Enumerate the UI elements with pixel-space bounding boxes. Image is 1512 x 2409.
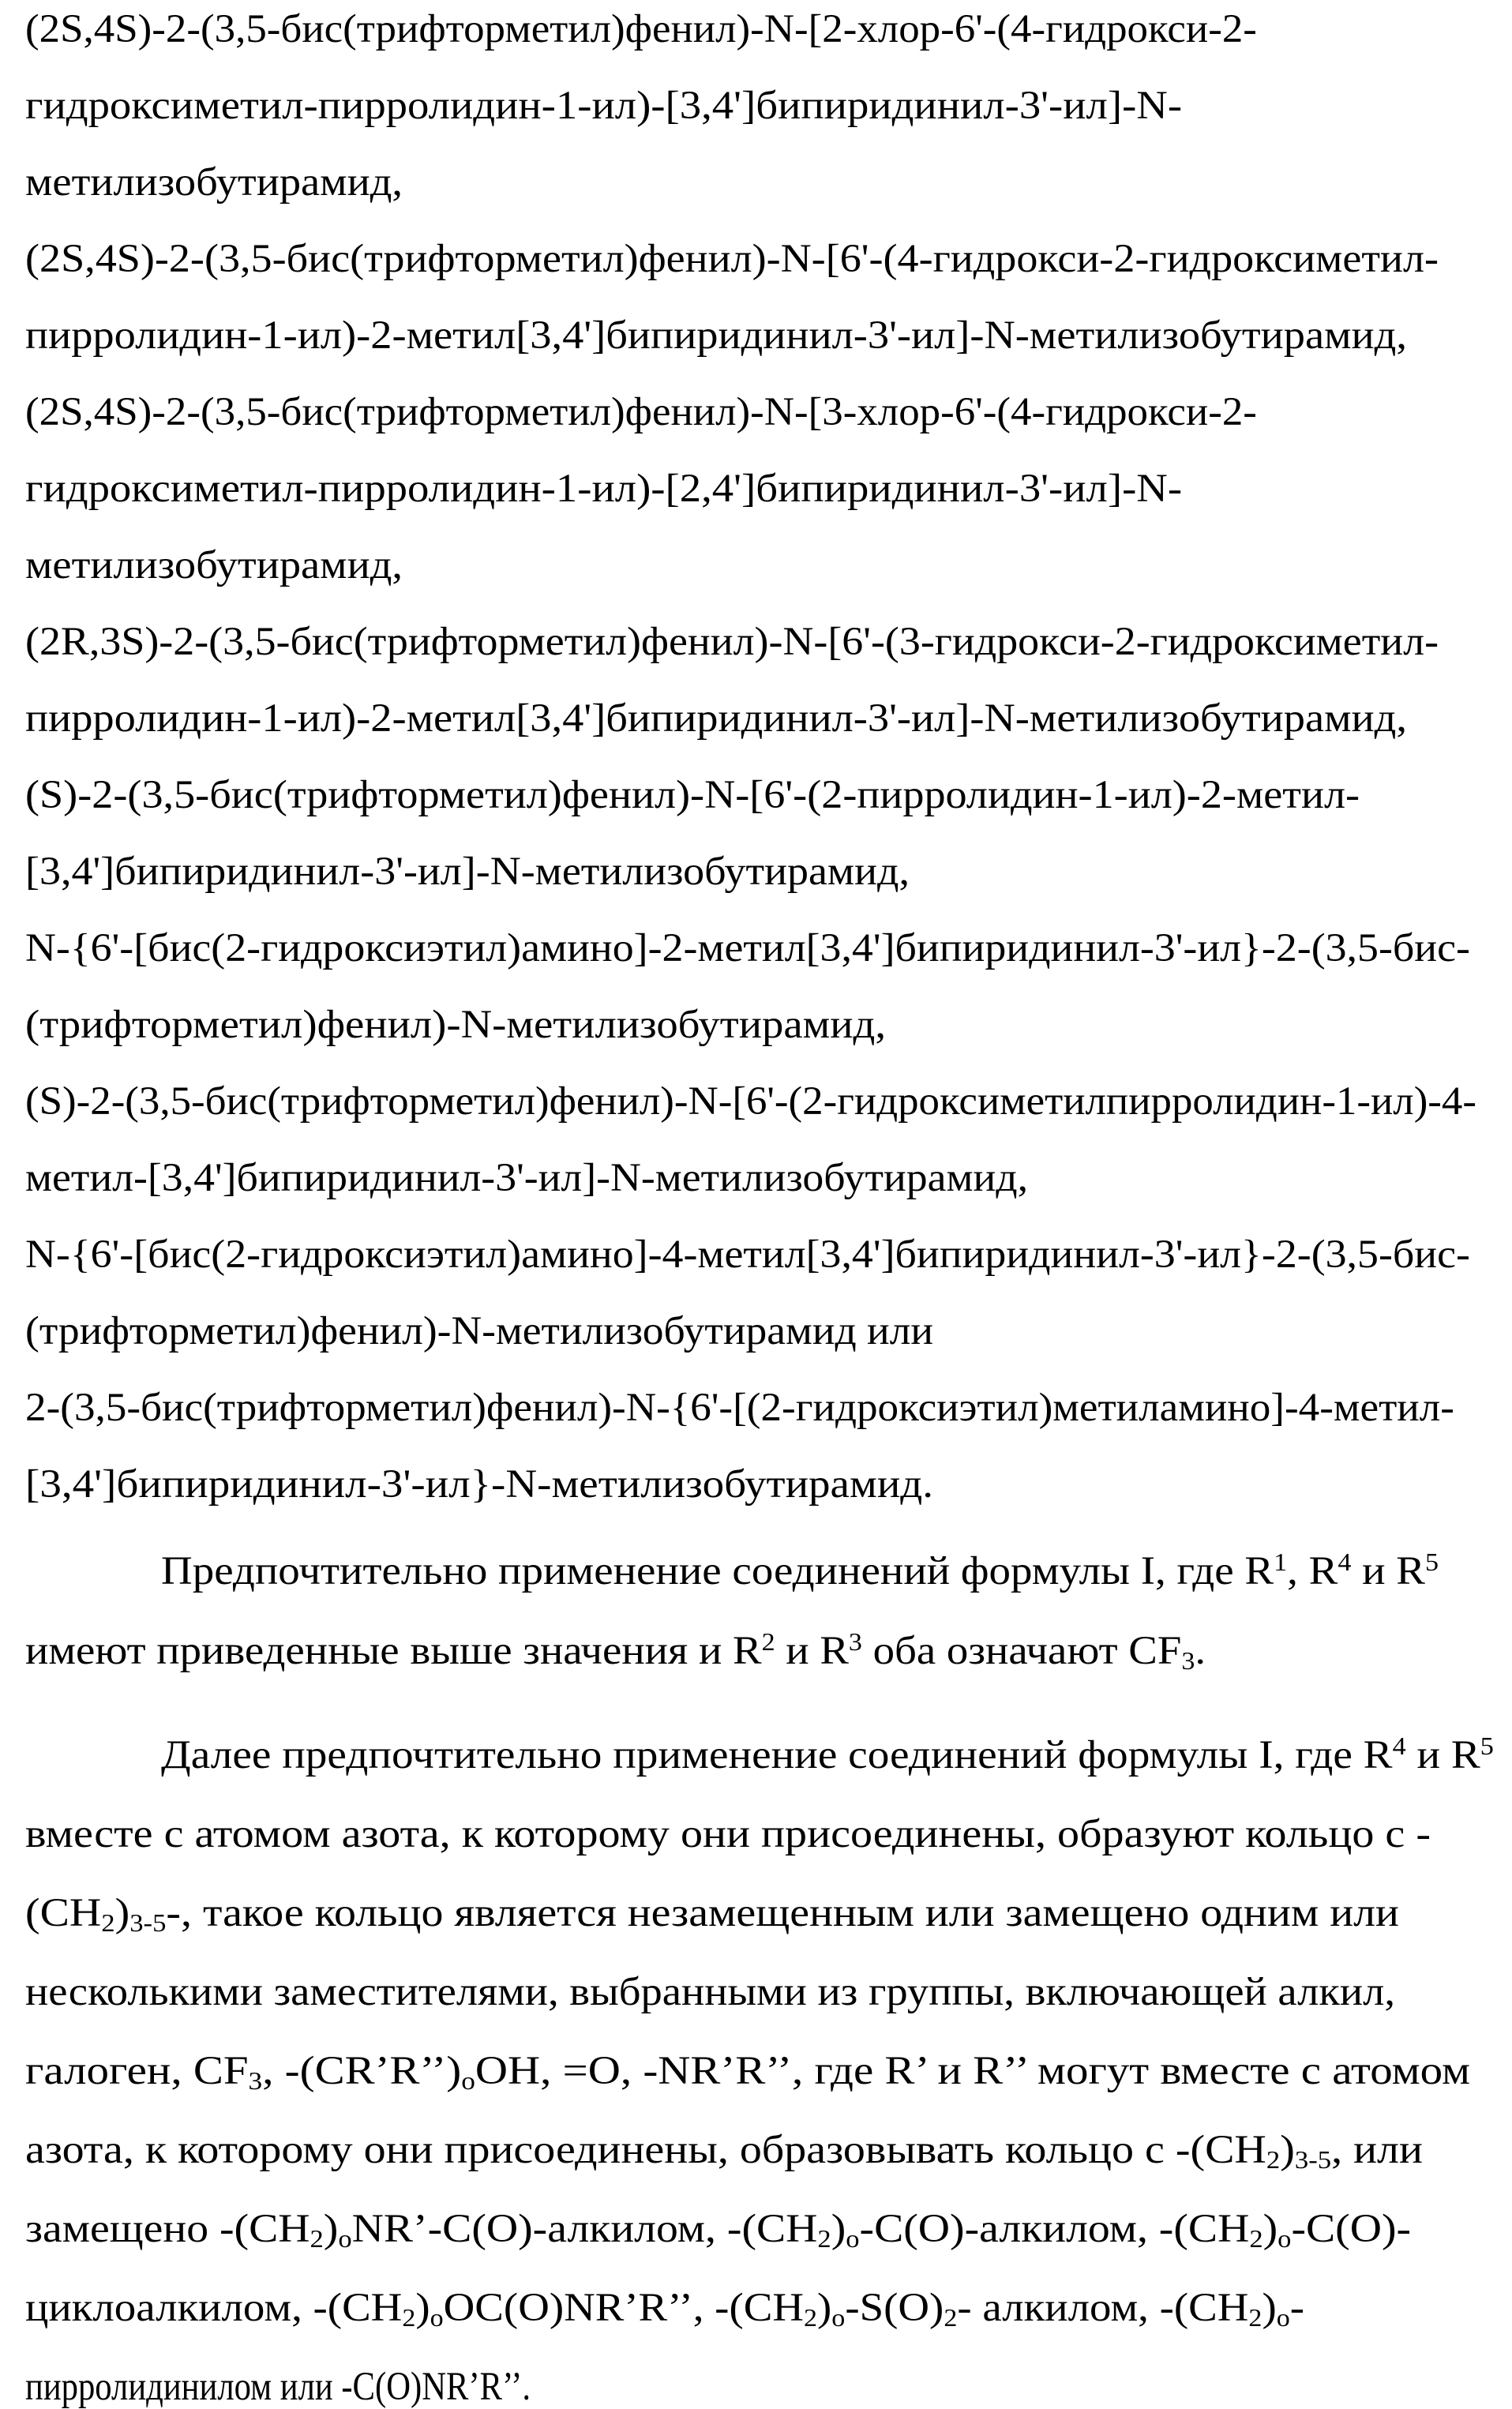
subscript: 3 [1181,1646,1195,1675]
text-run: и R [1351,1549,1425,1593]
compound-line [25,622,1439,662]
text-run: ) [1280,2128,1295,2172]
text-run: Далее предпочтительно применение соединений формулы I, где R [161,1733,1393,1777]
paragraph-line [25,1627,1206,1675]
subscript: 3 [248,2066,263,2095]
subscript: 2 [804,2303,818,2332]
superscript: 1 [1274,1548,1288,1576]
text-run: N-{6'-[бис(2-гидроксиэтил)амино]-4-метил[3,4']бипиридинил-3'-ил}-2-(3,5-бис- [25,1233,1470,1277]
compound-line [25,926,1470,970]
text-run: метил-[3,4']бипиридинил-3'-ил]-N-метилизобутирамид, [25,1156,1029,1200]
paragraph-line [25,2128,1423,2174]
text-run: ) [114,1891,130,1935]
paragraph-line [161,1548,1439,1593]
text-run: галоген, CF [25,2049,249,2093]
subscript: 2 [101,1908,115,1937]
compound-line [25,1462,934,1507]
paragraph-line [161,1732,1494,1777]
subscript: o [430,2303,444,2332]
superscript: 3 [848,1627,862,1656]
subscript: o [1278,2224,1292,2253]
subscript: o [1276,2303,1290,2332]
text-run: , или [1331,2128,1423,2172]
text-run: (трифторметил)фенил)-N-метилизобутирамид или [25,1309,934,1353]
compound-line [25,1235,1470,1275]
text-run: -C(O)- [1291,2207,1412,2251]
paragraph-line [25,2049,1471,2095]
text-run: метилизобутирамид, [25,160,403,205]
superscript: 2 [761,1627,775,1656]
text-run: гидроксиметил-пирролидин-1-ил)-[3,4']бипиридинил-3'-ил]-N- [25,84,1183,128]
text-run: (2R,3S)-2-(3,5-бис(трифторметил)фенил)-N-[6'-(3-гидрокси-2-гидроксиметил- [25,620,1439,664]
paragraph-line [25,1972,1395,2013]
text-run: оба означают CF [861,1629,1182,1673]
text-run: -S(O) [845,2286,944,2330]
subscript: 2 [310,2224,324,2253]
compound-line [25,775,1360,816]
text-run: ) [1262,2286,1277,2330]
text-run: (S)-2-(3,5-бис(трифторметил)фенил)-N-[6'-(2-пирролидин-1-ил)-2-метил- [25,773,1360,817]
text-run: (S)-2-(3,5-бис(трифторметил)фенил)-N-[6'-(2-гидроксиметилпирролидин-1-ил)-4- [25,1079,1476,1124]
compound-line [25,1005,886,1045]
subscript: 2 [1248,2303,1263,2332]
text-run: N-{6'-[бис(2-гидроксиэтил)амино]-2-метил[3,4']бипиридинил-3'-ил}-2-(3,5-бис- [25,926,1470,970]
text-run: пирролидинилом или -C(O)NR’R’’. [25,2365,531,2409]
text-run: 2-(3,5-бис(трифторметил)фенил)-N-{6'-[(2-гидроксиэтил)метиламино]-4-метил- [25,1386,1454,1430]
text-run: Предпочтительно применение соединений формулы I, где R [161,1549,1274,1593]
paragraph-line [25,1891,1399,1937]
text-run: -, такое кольцо является незамещенным или замещено одним или [166,1891,1399,1935]
superscript: 4 [1392,1732,1406,1760]
text-run: имеют приведенные выше значения и R [25,1629,762,1673]
text-run: , R [1287,1549,1338,1593]
subscript: o [846,2224,860,2253]
text-run: ) [817,2286,832,2330]
text-run: метилизобутирамид, [25,543,403,587]
compound-line [25,1158,1028,1199]
superscript: 5 [1424,1548,1439,1576]
text-run: OH, =O, -NR’R’’, где R’ и R’’ могут вместе с атомом [475,2049,1471,2093]
text-run: ) [831,2207,846,2251]
text-run: NR’-C(O)-алкилом, -(CH [351,2207,818,2251]
text-run: и R [775,1629,849,1673]
compound-line [25,543,403,587]
text-run: ) [323,2207,339,2251]
subscript: 2 [817,2224,831,2253]
text-run: - алкилом, -(CH [957,2286,1249,2330]
compound-line [25,1079,1476,1124]
text-run: пирролидин-1-ил)-2-метил[3,4']бипиридинил-3'-ил]-N-метилизобутирамид, [25,696,1407,741]
subscript: 2 [402,2303,416,2332]
subscript: o [831,2303,846,2332]
subscript: o [338,2224,352,2253]
text-run: замещено -(CH [25,2207,310,2251]
compound-line [25,239,1439,280]
compound-line [25,313,1407,358]
text-run: азота, к которому они присоединены, образовывать кольцо с -(CH [25,2128,1266,2172]
superscript: 4 [1338,1548,1352,1576]
compound-line [25,9,1257,50]
text-run: (2S,4S)-2-(3,5-бис(трифторметил)фенил)-N-[3-хлор-6'-(4-гидрокси-2- [25,390,1257,434]
text-run: (CH [25,1891,102,1935]
text-run: гидроксиметил-пирролидин-1-ил)-[2,4']бипиридинил-3'-ил]-N- [25,467,1183,511]
compound-line [25,469,1182,509]
compound-line [25,392,1257,433]
subscript: 2 [944,2303,958,2332]
subscript: 3-5 [1294,2145,1332,2174]
compound-line [25,1311,933,1352]
text-run: , -(CR’R’’) [262,2049,462,2093]
text-run: ) [1263,2207,1278,2251]
text-run: -C(O)-алкилом, -(CH [859,2207,1250,2251]
subscript: o [461,2066,475,2095]
compound-line [25,696,1407,741]
text-run: циклоалкилом, -(CH [25,2286,403,2330]
text-run: [3,4']бипиридинил-3'-ил}-N-метилизобутирамид. [25,1462,934,1507]
text-run: (2S,4S)-2-(3,5-бис(трифторметил)фенил)-N-[6'-(4-гидрокси-2-гидроксиметил- [25,237,1439,281]
text-run: (трифторметил)фенил)-N-метилизобутирамид, [25,1003,887,1047]
compound-line [25,1388,1454,1428]
superscript: 5 [1480,1732,1494,1760]
text-run: - [1289,2286,1305,2330]
compound-line [25,852,910,892]
compound-line [25,86,1182,126]
text-run: [3,4']бипиридинил-3'-ил]-N-метилизобутирамид, [25,850,910,894]
subscript: 3-5 [129,1908,167,1937]
compound-line [25,160,403,205]
paragraph-line [25,1814,1431,1855]
subscript: 2 [1249,2224,1263,2253]
paragraph-line [25,2286,1305,2332]
text-run: (2S,4S)-2-(3,5-бис(трифторметил)фенил)-N-[2-хлор-6'-(4-гидрокси-2- [25,7,1257,51]
text-run: ) [415,2286,430,2330]
text-run: OC(O)NR’R’’, -(CH [443,2286,805,2330]
text-run: несколькими заместителями, выбранными из группы, включающей алкил, [25,1970,1395,2014]
paragraph-line [25,2367,531,2407]
text-run: пирролидин-1-ил)-2-метил[3,4']бипиридинил-3'-ил]-N-метилизобутирамид, [25,313,1407,358]
text-run: и R [1405,1733,1480,1777]
subscript: 2 [1266,2145,1281,2174]
text-run: . [1195,1629,1206,1673]
text-run: вместе с атомом азота, к которому они присоединены, образуют кольцо с - [25,1812,1431,1856]
paragraph-line [25,2207,1412,2253]
